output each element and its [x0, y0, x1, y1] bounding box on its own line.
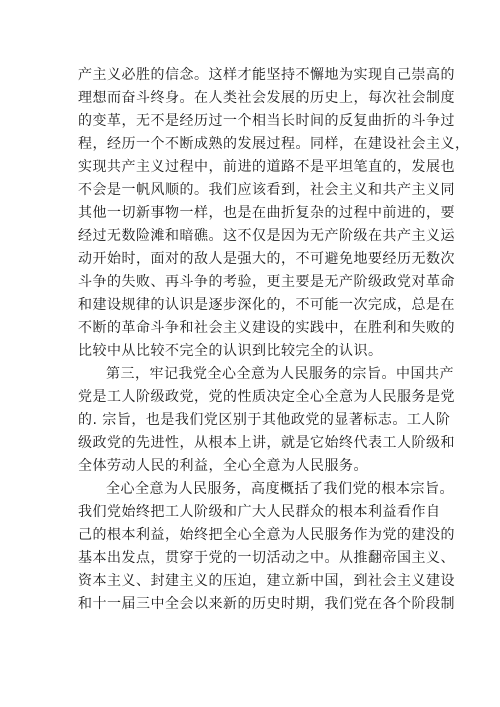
text-line: 己的根本利益，始终把全心全意为人民服务作为党的建没的 [78, 527, 455, 543]
text-line: 全体劳动人民的利益，全心全意为人民服务。 [78, 458, 368, 474]
text-line: 的. 宗旨，也是我们党区别于其他政党的显著标志。工人阶 [78, 412, 451, 428]
text-line: 程，经历一个不断成熟的发展过程。同样，在建设社会主义， [78, 136, 470, 152]
text-line: 的变革，无不是经历过一个相当长时间的反复曲折的斗争过 [78, 113, 455, 129]
text-line: 斗争的失败、再斗争的考验，更主要是无产阶级政党对革命 [78, 274, 455, 290]
document-body [78, 64, 470, 616]
text-line: 不会是一帆风顺的。我们应该看到，社会主义和共产主义同 [78, 182, 455, 198]
text-line: 动开始时，面对的敌人是强大的，不可避免地要经历无数次 [78, 251, 455, 267]
text-line: 我们党始终把工人阶级和广大人民群众的根本利益看作自 [78, 504, 441, 520]
text-line: 产主义必胜的信念。这样才能坚持不懈地为实现自己崇高的 [78, 67, 455, 83]
text-line: 其他一切新事物一样，也是在曲折复杂的过程中前进的，要 [78, 205, 455, 221]
paragraph [78, 478, 455, 616]
text-line: 资本主义、封建主义的压迫，建立新中国，到社会主义建设 [78, 573, 455, 589]
text-line: 和建设规律的认识是逐步深化的，不可能一次完成，总是在 [78, 297, 455, 313]
paragraph [78, 363, 455, 478]
text-line: 级政党的先进性，从根本上讲，就是它始终代表工人阶级和 [78, 435, 455, 451]
text-line: 理想而奋斗终身。在人类社会发展的历史上，每次社会制度 [78, 90, 455, 106]
text-line: 实现共产主义过程中，前进的道路不是平坦笔直的，发展也 [78, 159, 455, 175]
text-line: 第三，牢记我党全心全意为人民服务的宗旨。中国共产 [106, 366, 454, 382]
text-line: 和十一届三中全会以来新的历史时期，我们党在各个阶段制 [78, 596, 455, 612]
text-line: 不断的革命斗争和社会主义建设的实践中，在胜利和失败的 [78, 320, 455, 336]
text-line: 经过无数险滩和暗礁。这不仅是因为无产阶级在共产主义运 [78, 228, 455, 244]
text-line: 基本出发点，贯穿于党的一切活动之中。从推翻帝国主义、 [78, 550, 455, 566]
text-line: 全心全意为人民服务，高度概括了我们党的根本宗旨。 [106, 481, 454, 497]
text-line: 党是工人阶级政党，党的性质决定全心全意为人民服务是党 [78, 389, 455, 405]
text-line: 比较中从比较不完全的认识到比较完全的认识。 [78, 343, 383, 359]
paragraph [78, 64, 470, 363]
